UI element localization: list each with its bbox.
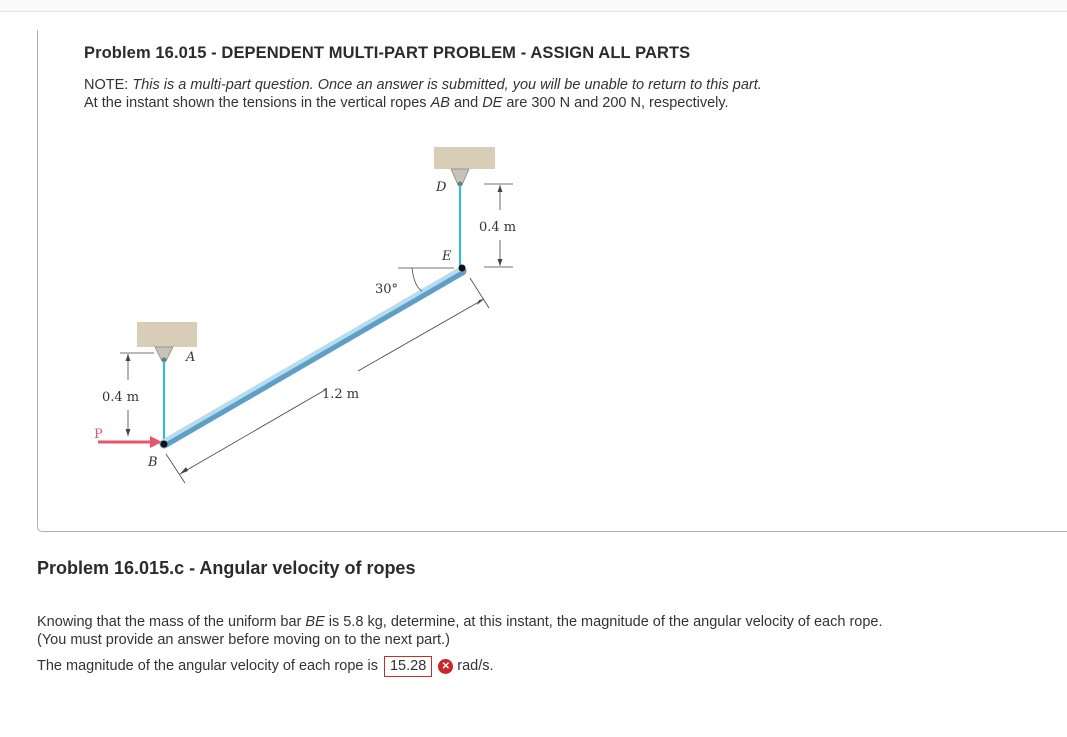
label-dim-de: 0.4 m [479,220,517,235]
problem-title: Problem 16.015 - DEPENDENT MULTI-PART PROBLEM - ASSIGN ALL PARTS [84,44,691,62]
label-d: D [436,180,447,195]
label-dim-bar: 1.2 m [322,387,360,402]
answer-unit: rad/s. [457,658,494,674]
answer-label: The magnitude of the angular velocity of each rope is [37,658,378,674]
dim-bar-ext-b [166,454,185,483]
answer-input[interactable]: 15.28 [384,656,432,677]
problem-figure [90,140,570,500]
joint-e [459,265,466,272]
joint-b [161,441,168,448]
label-e: E [442,249,452,264]
dim-bar-arrowhead-lower [180,467,188,474]
dim-bar-line-lower [180,390,325,474]
question-suffix: is 5.8 kg, determine, at this instant, the magnitude of the angular velocity of each rope. [324,614,883,630]
problem-statement [84,95,729,112]
question-text [37,614,883,631]
dim-ab-arrowhead-top [126,354,131,361]
part-title: Problem 16.015.c - Angular velocity of ropes [37,558,416,578]
support-a [137,322,197,347]
top-toolbar-strip [0,0,1067,12]
statement-part-1: At the instant shown the tensions in the vertical ropes [84,95,431,111]
bar-be [164,271,462,444]
note-prefix: NOTE: [84,77,133,93]
rope-de-label: DE [482,95,503,111]
label-a: A [186,350,196,365]
answer-row [37,656,494,677]
dim-bar-ext-e [470,278,489,308]
incorrect-icon: ✕ [438,659,453,674]
question-prefix: Knowing that the mass of the uniform bar [37,614,306,630]
note-text: This is a multi-part question. Once an answer is submitted, you will be unable to return to this part. [132,77,762,93]
support-d [434,147,495,169]
bar-label: BE [305,614,325,630]
angle-arc [412,268,422,291]
label-angle: 30° [375,282,399,297]
bar-be-highlight [164,268,462,441]
dim-bar-line-upper [358,299,484,371]
label-p: P [94,427,103,442]
problem-note [84,77,762,94]
question-note: (You must provide an answer before moving on to the next part.) [37,632,450,648]
dim-ab-arrowhead-bottom [126,429,131,436]
dim-de-arrowhead-bottom [498,259,503,266]
statement-part-2: are 300 N and 200 N, respectively. [502,95,729,111]
label-b: B [148,455,158,470]
dim-de-arrowhead-top [498,185,503,192]
label-dim-ab: 0.4 m [102,390,140,405]
rope-ab-label: AB [430,95,450,111]
statement-and: and [449,95,483,111]
